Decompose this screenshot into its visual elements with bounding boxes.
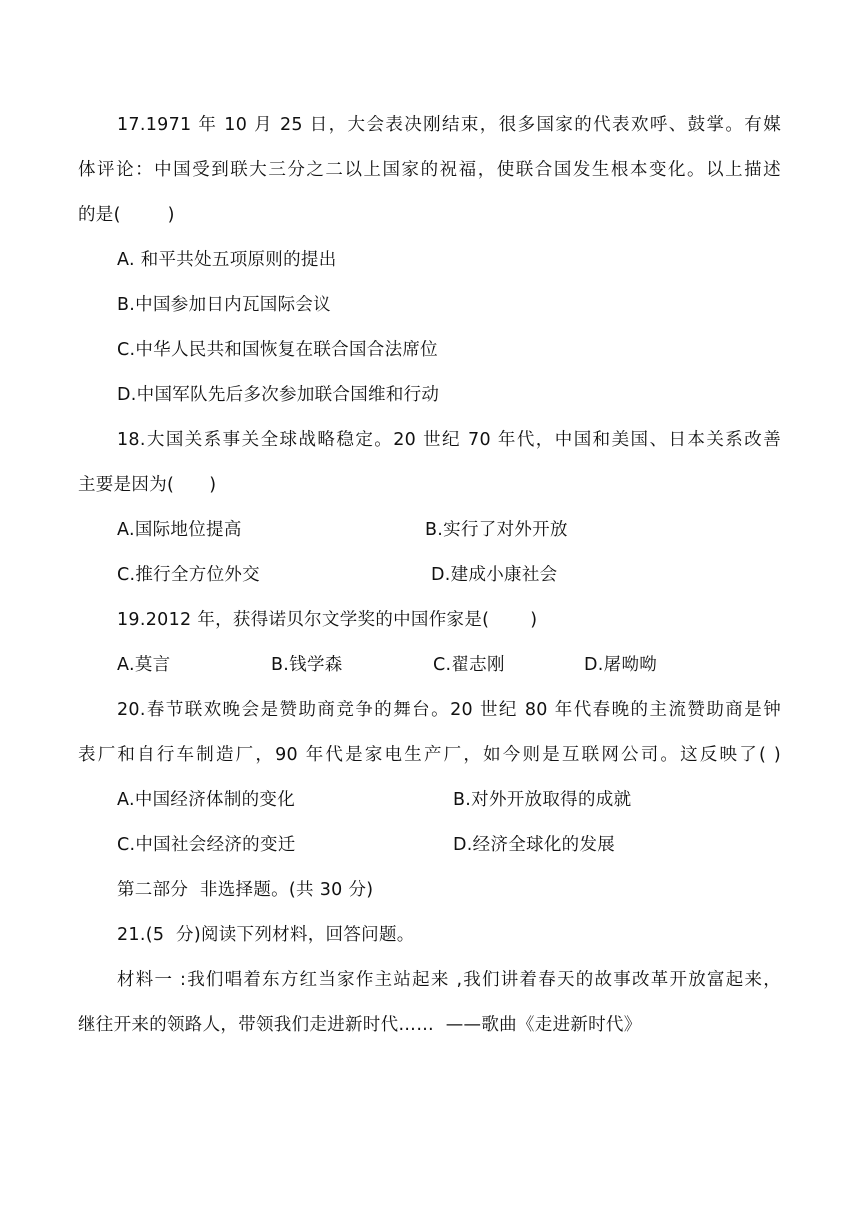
- q21-material-1-line-1: 材料一 :我们唱着东方红当家作主站起来 ,我们讲着春天的故事改革开放富起来，: [117, 970, 781, 990]
- q17-option-a: A. 和平共处五项原则的提出: [117, 250, 337, 270]
- q20-stem-line-2: 表厂和自行车制造厂，90 年代是家电生产厂，如今则是互联网公司。这反映了( ): [78, 745, 781, 765]
- q20-option-a: A.中国经济体制的变化: [117, 790, 296, 810]
- q18-stem-line-2: 主要是因为( ): [78, 475, 217, 495]
- q20-stem-line-1: 20.春节联欢晚会是赞助商竞争的舞台。20 世纪 80 年代春晚的主流赞助商是钟: [117, 700, 781, 720]
- q19-stem: 19.2012 年，获得诺贝尔文学奖的中国作家是( ): [117, 610, 538, 630]
- q21-stem: 21.(5 分)阅读下列材料，回答问题。: [117, 925, 415, 945]
- q19-option-d: D.屠呦呦: [584, 655, 658, 675]
- q17-option-d: D.中国军队先后多次参加联合国维和行动: [117, 385, 440, 405]
- q17-stem-line-3: 的是( ): [78, 205, 175, 225]
- q18-option-b: B.实行了对外开放: [425, 520, 568, 540]
- q18-option-c: C.推行全方位外交: [117, 565, 260, 585]
- q17-option-c: C.中华人民共和国恢复在联合国合法席位: [117, 340, 438, 360]
- q19-option-b: B.钱学森: [271, 655, 343, 675]
- q17-stem-line-2: 体评论：中国受到联大三分之二以上国家的祝福，使联合国发生根本变化。以上描述: [78, 160, 781, 180]
- q21-material-1-line-2: 继往开来的领路人，带领我们走进新时代…… ——歌曲《走进新时代》: [78, 1015, 642, 1035]
- q20-option-c: C.中国社会经济的变迁: [117, 835, 296, 855]
- q18-option-a: A.国际地位提高: [117, 520, 242, 540]
- q20-option-d: D.经济全球化的发展: [453, 835, 616, 855]
- part-two-heading: 第二部分 非选择题。(共 30 分): [117, 880, 374, 900]
- q17-stem-line-1: 17.1971 年 10 月 25 日，大会表决刚结束，很多国家的代表欢呼、鼓掌。有媒: [117, 115, 781, 135]
- q17-option-b: B.中国参加日内瓦国际会议: [117, 295, 331, 315]
- q18-option-d: D.建成小康社会: [431, 565, 558, 585]
- q20-option-b: B.对外开放取得的成就: [453, 790, 632, 810]
- q19-option-c: C.翟志刚: [433, 655, 505, 675]
- q19-option-a: A.莫言: [117, 655, 171, 675]
- q18-stem-line-1: 18.大国关系事关全球战略稳定。20 世纪 70 年代，中国和美国、日本关系改善: [117, 430, 781, 450]
